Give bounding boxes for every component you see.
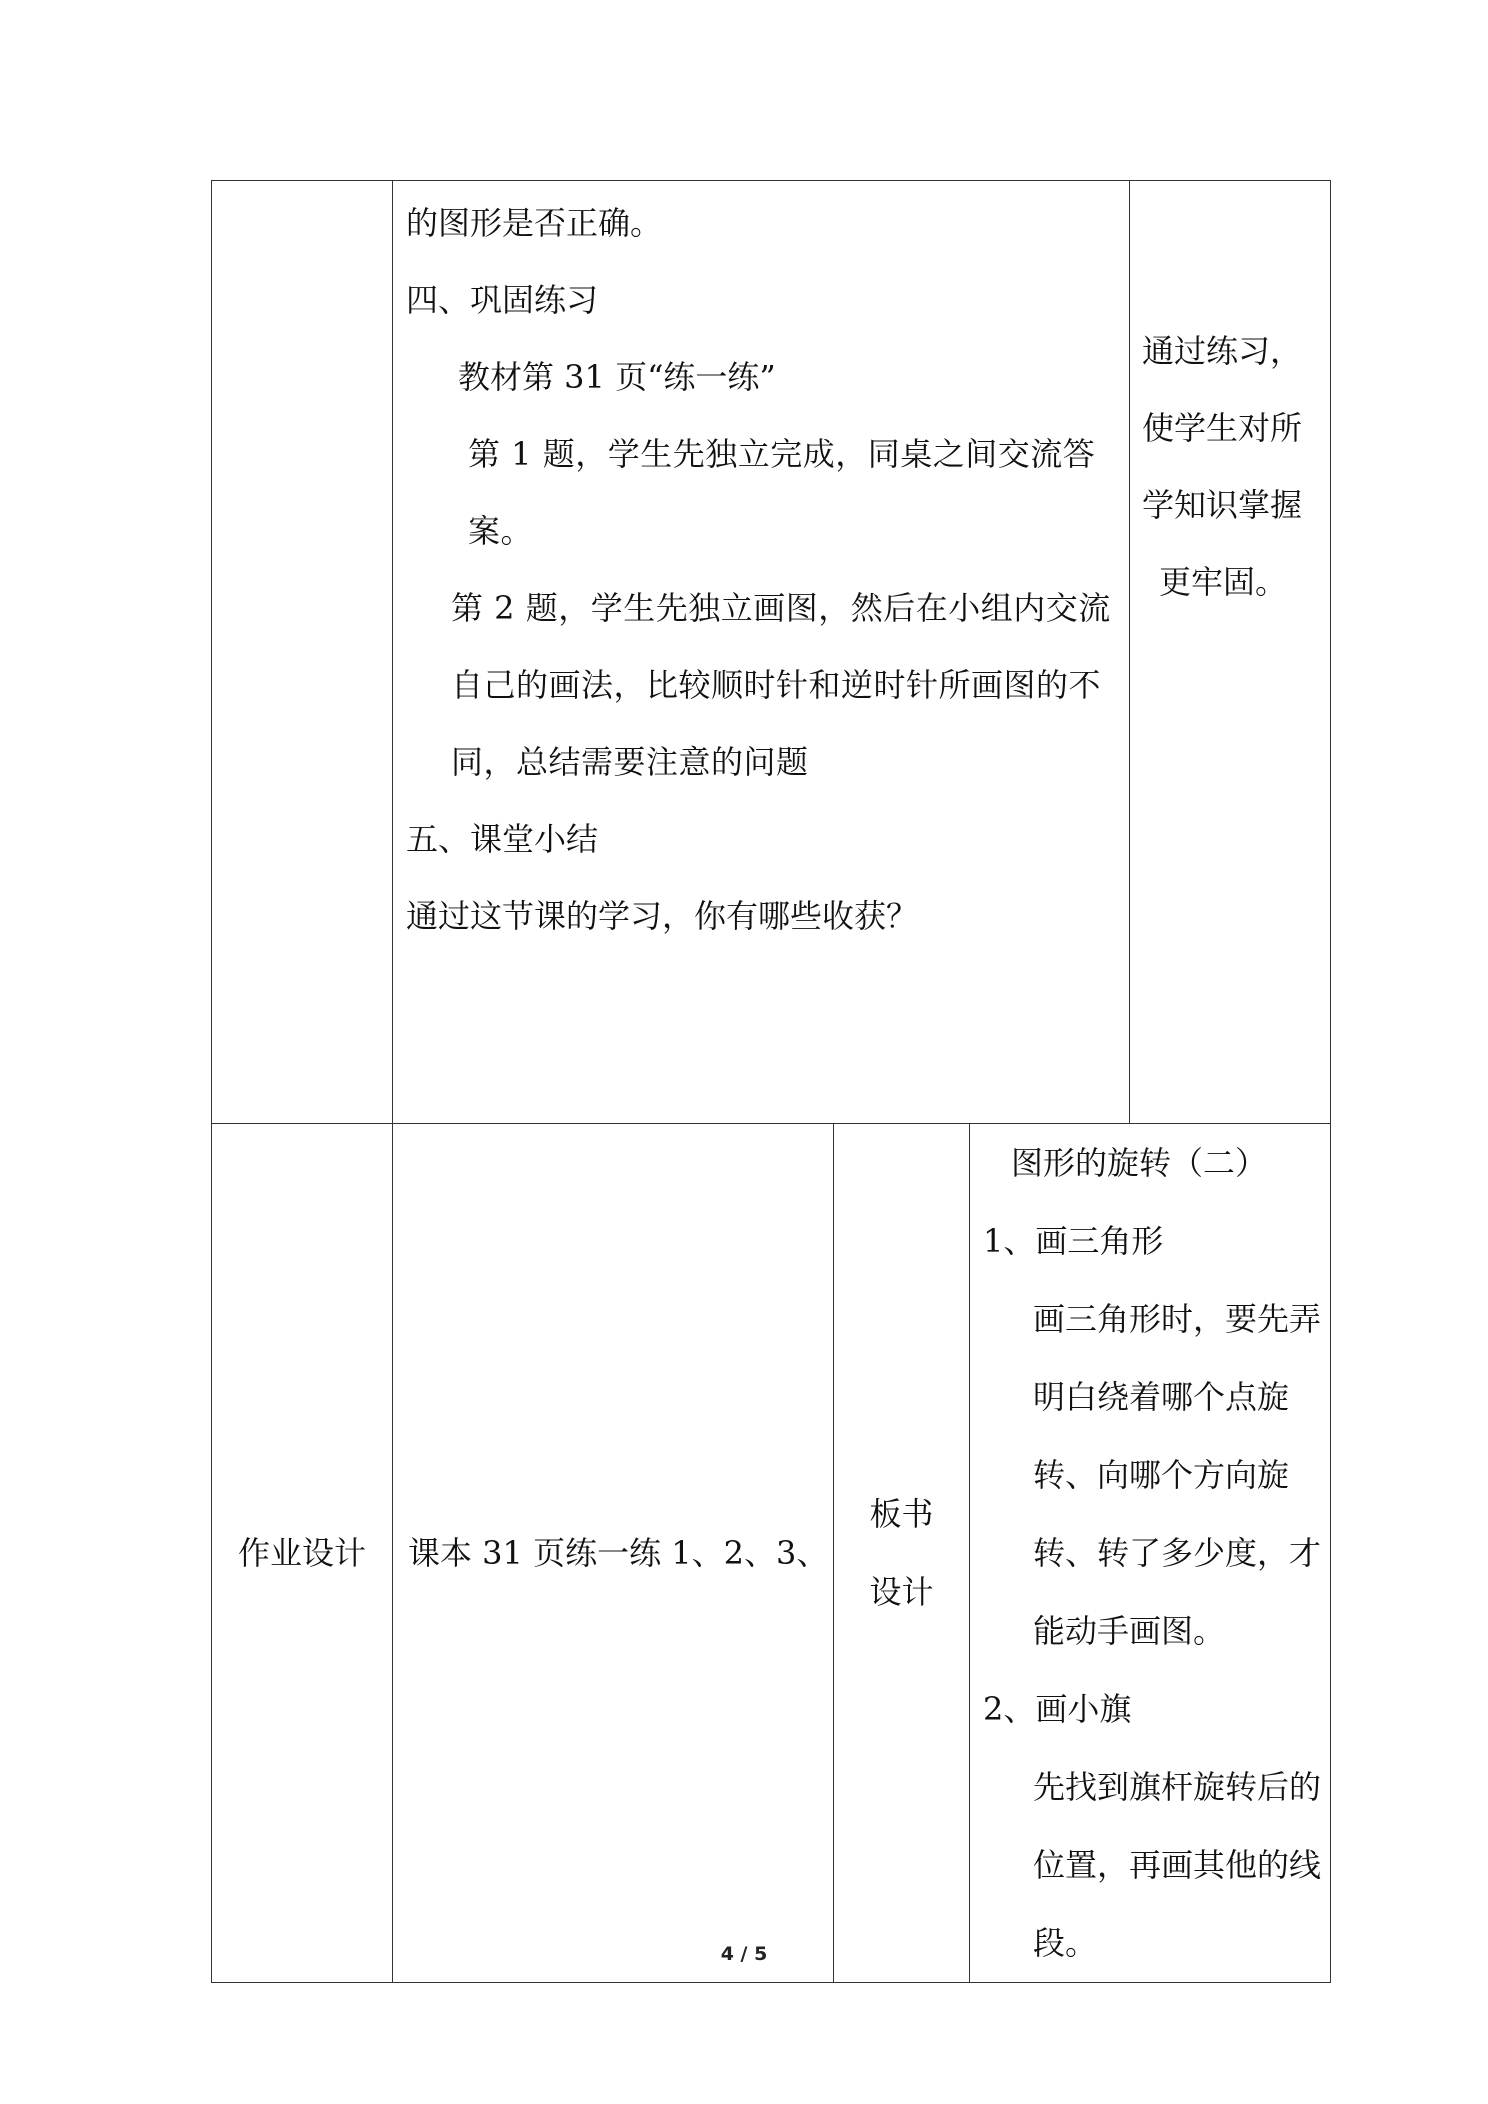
design-intent-cell bbox=[1130, 181, 1331, 1124]
board-label-line: 设计 bbox=[869, 1573, 934, 1611]
lesson-plan-table bbox=[211, 180, 1331, 1983]
teaching-process-cell bbox=[393, 181, 1130, 1124]
process-line: 第 2 题，学生先独立画图，然后在小组内交流自己的画法，比较顺时针和逆时针所画图的不同，总结需要注意的问题 bbox=[451, 589, 1111, 781]
process-line: 教材第 31 页“练一练” bbox=[458, 358, 776, 396]
board-item-heading: 1、画三角形 bbox=[983, 1222, 1164, 1260]
board-item-heading: 2、画小旗 bbox=[983, 1690, 1132, 1728]
board-item-text: 先找到旗杆旋转后的位置，再画其他的线段。 bbox=[1033, 1768, 1322, 1962]
homework-board-row bbox=[212, 1124, 1331, 1983]
intent-line: 使学生对所 bbox=[1142, 409, 1303, 447]
intent-line: 通过练习， bbox=[1142, 332, 1303, 370]
process-line: 通过这节课的学习，你有哪些收获？ bbox=[406, 897, 919, 935]
process-row bbox=[212, 181, 1331, 1124]
empty-label-cell bbox=[212, 181, 393, 1124]
board-item-text: 画三角形时，要先弄明白绕着哪个点旋转、向哪个方向旋转、转了多少度，才能动手画图。 bbox=[1033, 1300, 1322, 1650]
page-number: 4 / 5 bbox=[720, 1943, 768, 1965]
board-title: 图形的旋转（二） bbox=[1011, 1144, 1268, 1182]
homework-content: 课本 31 页练一练 1、2、3、 bbox=[393, 1124, 834, 1983]
intent-line: 学知识掌握 bbox=[1142, 486, 1303, 524]
intent-line: 更牢固。 bbox=[1159, 563, 1288, 601]
board-label-cell bbox=[834, 1124, 970, 1983]
section-heading-summary: 五、课堂小结 bbox=[406, 820, 599, 858]
homework-label: 作业设计 bbox=[212, 1124, 393, 1983]
process-line: 第 1 题，学生先独立完成，同桌之间交流答案。 bbox=[468, 435, 1096, 550]
section-heading-practice: 四、巩固练习 bbox=[406, 281, 599, 319]
board-label-line: 板书 bbox=[869, 1495, 934, 1533]
board-design-cell bbox=[970, 1124, 1331, 1983]
process-line: 的图形是否正确。 bbox=[406, 204, 663, 242]
